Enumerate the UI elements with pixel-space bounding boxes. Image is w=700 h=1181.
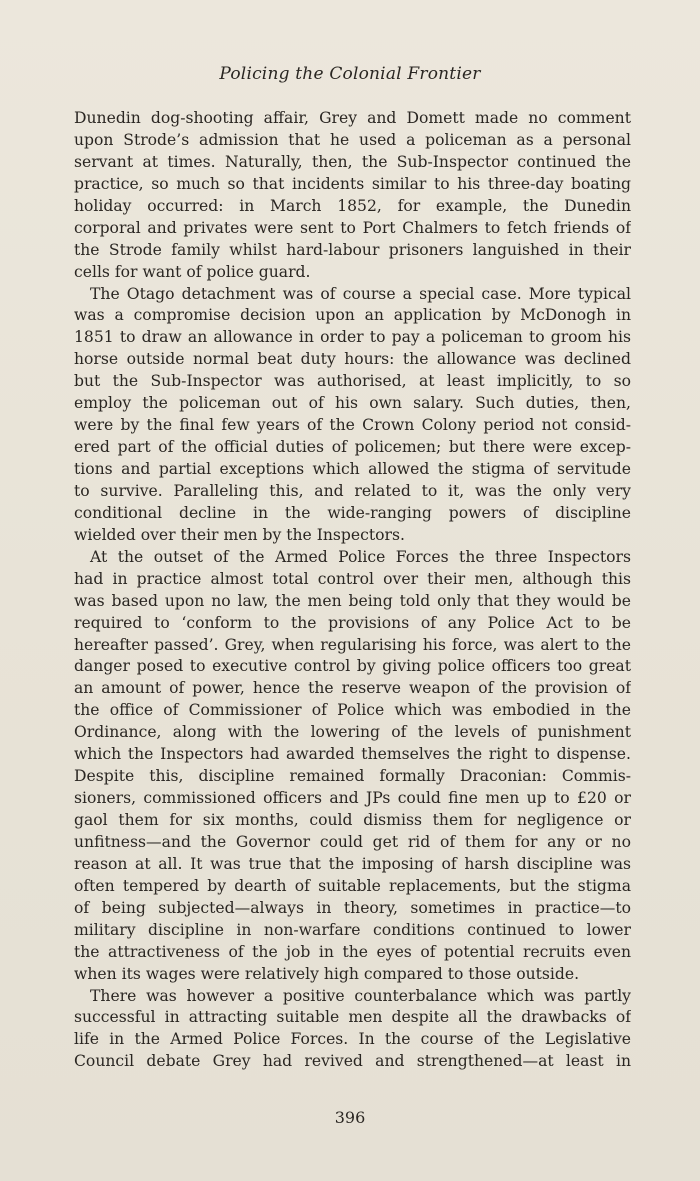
line-text: There was however a positive counterbalance which was partly: [90, 986, 631, 1005]
text-line: [74, 525, 631, 547]
line-text: of being subjected—always in theory, sometimes in practice—to: [74, 898, 631, 917]
text-line: [74, 196, 631, 218]
text-line: [74, 744, 631, 766]
text-line: [74, 898, 631, 920]
text-line: [74, 130, 631, 152]
line-text: Ordinance, along with the lowering of the levels of punishment: [74, 723, 631, 742]
text-line: [74, 656, 631, 678]
text-line: [74, 152, 631, 174]
line-text: conditional decline in the wide-ranging powers of discipline: [74, 503, 631, 522]
line-text: was a compromise decision upon an application by McDonogh in: [74, 306, 631, 325]
text-line: [74, 591, 631, 613]
line-text: danger posed to executive control by giving police officers too great: [74, 657, 631, 676]
line-text: servant at times. Naturally, then, the Sub-Inspector continued the: [74, 152, 631, 171]
line-text: the Strode family whilst hard-labour prisoners languished in their: [74, 240, 631, 259]
line-text: sioners, commissioned officers and JPs could fine men up to £20 or: [74, 789, 631, 808]
line-text: often tempered by dearth of suitable replacements, but the stigma: [74, 876, 631, 895]
line-text: military discipline in non-warfare conditions continued to lower: [74, 920, 631, 939]
text-line: [74, 569, 631, 591]
text-line: [74, 437, 631, 459]
text-line: [74, 108, 631, 130]
line-text: required to ‘conform to the provisions of any Police Act to be: [74, 613, 631, 632]
line-text: 1851 to draw an allowance in order to pay a policeman to groom his: [74, 328, 631, 347]
line-text: reason at all. It was true that the imposing of harsh discipline was: [74, 854, 631, 873]
line-text: Council debate Grey had revived and strengthened—at least in: [74, 1052, 631, 1071]
text-line: [74, 920, 631, 942]
line-text: practice, so much so that incidents similar to his three-day boating: [74, 174, 631, 193]
line-text: hereafter passed’. Grey, when regularising his force, was alert to the: [74, 635, 631, 654]
footnote-ref[interactable]: [310, 262, 325, 263]
text-line: [74, 613, 631, 635]
text-line: [74, 986, 631, 1008]
text-line: [74, 459, 631, 481]
line-text: holiday occurred: in March 1852, for example, the Dunedin: [74, 196, 631, 215]
text-line: [74, 174, 631, 196]
text-line: [74, 218, 631, 240]
footnote-ref[interactable]: [405, 525, 420, 526]
line-text: corporal and privates were sent to Port Chalmers to fetch friends of: [74, 218, 631, 237]
text-line: [74, 349, 631, 371]
text-line: [74, 284, 631, 306]
text-line: [74, 700, 631, 722]
line-text: was based upon no law, the men being told only that they would be: [74, 591, 631, 610]
text-line: [74, 832, 631, 854]
text-line: [74, 393, 631, 415]
text-line: [74, 305, 631, 327]
text-line: [74, 722, 631, 744]
line-text: The Otago detachment was of course a special case. More typical: [90, 284, 631, 303]
text-line: [74, 788, 631, 810]
line-text: At the outset of the Armed Police Forces the three Inspectors: [90, 547, 631, 566]
text-line: [74, 371, 631, 393]
line-text: to survive. Paralleling this, and related to it, was the only very: [74, 481, 631, 500]
text-line: [74, 240, 631, 262]
text-line: [74, 547, 631, 569]
line-text: when its wages were relatively high compared to those outside.: [74, 964, 580, 983]
text-line: [74, 876, 631, 898]
line-text: successful in attracting suitable men despite all the drawbacks of: [74, 1008, 631, 1027]
line-text: Despite this, discipline remained formally Draconian: Commis-: [74, 767, 631, 786]
text-line: [74, 503, 631, 525]
line-text: cells for want of police guard.: [74, 262, 311, 281]
line-text: had in practice almost total control over their men, although this: [74, 569, 631, 588]
line-text: horse outside normal beat duty hours: the allowance was declined: [74, 350, 631, 369]
line-text: upon Strode’s admission that he used a policeman as a personal: [74, 130, 631, 149]
line-text: Dunedin dog-shooting affair, Grey and Domett made no comment: [74, 109, 631, 127]
line-text: life in the Armed Police Forces. In the course of the Legislative: [74, 1030, 631, 1049]
paragraph: [74, 284, 631, 547]
text-line: [74, 1051, 631, 1073]
paragraph: [74, 547, 631, 986]
text-line: [74, 854, 631, 876]
text-line: [74, 262, 631, 284]
text-line: [74, 942, 631, 964]
text-line: [74, 635, 631, 657]
line-text: which the Inspectors had awarded themselves the right to dispense.: [74, 745, 631, 764]
text-line: [74, 1029, 631, 1051]
line-text: an amount of power, hence the reserve weapon of the provision of: [74, 679, 631, 698]
line-text: but the Sub-Inspector was authorised, at least implicitly, to so: [74, 372, 631, 391]
text-line: [74, 1007, 631, 1029]
line-text: ered part of the official duties of policemen; but there were excep-: [74, 438, 631, 457]
running-header: Policing the Colonial Frontier: [219, 64, 481, 84]
text-line: [74, 810, 631, 832]
text-line: [74, 964, 631, 986]
line-text: the attractiveness of the job in the eyes of potential recruits even: [74, 942, 631, 961]
line-text: wielded over their men by the Inspectors.: [74, 525, 405, 544]
line-text: gaol them for six months, could dismiss them for negligence or: [74, 811, 631, 829]
text-line: [74, 481, 631, 503]
paragraph: [74, 108, 631, 284]
body-text: [74, 108, 631, 1073]
text-line: [74, 327, 631, 349]
text-line: [74, 415, 631, 437]
line-text: the office of Commissioner of Police which was embodied in the: [74, 701, 631, 720]
line-text: unfitness—and the Governor could get rid of them for any or no: [74, 832, 631, 851]
line-text: tions and partial exceptions which allowed the stigma of servitude: [74, 460, 631, 478]
page-number: 396: [334, 1108, 366, 1127]
line-text: were by the final few years of the Crown Colony period not consid-: [74, 416, 631, 435]
line-text: employ the policeman out of his own salary. Such duties, then,: [74, 394, 631, 413]
text-line: [74, 678, 631, 700]
paragraph: [74, 986, 631, 1074]
footnote-ref[interactable]: [579, 964, 594, 965]
text-line: [74, 766, 631, 788]
